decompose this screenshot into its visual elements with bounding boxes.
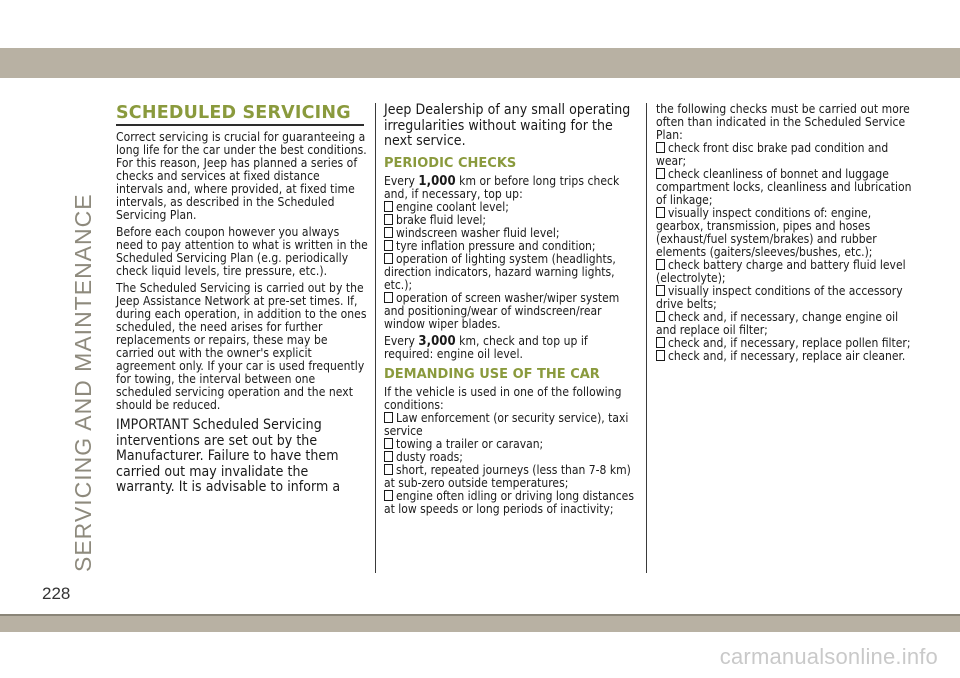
important-note: IMPORTANT Scheduled Servicing interventions are set out by the Manufacturer. Failure to have them carried out may invalidate the warranty. It is advisable to inform a [116,417,341,495]
demanding-list [384,412,634,516]
every-label: Every [384,173,415,188]
column-divider-1 [375,103,376,573]
checkbox-icon [384,438,393,449]
list-item: short, repeated journeys (less than 7-8 km) at sub-zero outside temperatures; [384,462,631,490]
paragraph-continued: Jeep Dealership of any small operating irregularities without waiting for the next service. [384,102,631,149]
top-color-strip [0,48,960,78]
every-label: Every [384,333,415,348]
list-item: check front disc brake pad condition and wear; [656,141,889,168]
page-heading: SCHEDULED SERVICING [116,103,351,123]
list-item: dusty roads; [384,451,634,464]
list-item: engine coolant level; [384,201,634,214]
checkbox-icon [384,201,393,212]
section-heading-demanding: DEMANDING USE OF THE CAR [384,366,600,382]
every-text: km or before long trips check and, if necessary, top up: [384,173,620,201]
checkbox-icon [656,350,665,361]
interval-value: 1,000 [418,173,456,189]
list-item: visually inspect conditions of the accessory drive belts; [656,284,903,311]
list-item: visually inspect conditions of: engine, gearbox, transmission, pipes and hoses (exhaust/fuel system/brakes) and rubber elements (gaiters/sleeves/bushes, etc.); [656,206,877,259]
list-item: brake fluid level; [384,214,634,227]
checkbox-icon [656,142,665,153]
checks-intro: the following checks must be carried out more often than indicated in the Scheduled Service Plan: [656,102,910,142]
section-side-title: SERVICING AND MAINTENANCE [70,193,96,572]
list-item: engine often idling or driving long distances at low speeds or long periods of inactivity; [384,488,634,516]
list-item: operation of lighting system (headlights, direction indicators, hazard warning lights, etc.); [384,251,616,292]
list-item: check and, if necessary, replace pollen filter; [656,337,912,350]
checkbox-icon [384,227,393,238]
top-band [0,0,960,82]
checkbox-icon [384,412,393,423]
every-text: km, check and top up if required: engine oil level. [384,333,588,361]
every-interval-2 [384,335,634,361]
column-1 [116,103,368,496]
checkbox-icon [384,490,393,501]
bottom-band [0,614,960,632]
column-3 [656,103,912,363]
checkbox-icon [384,292,393,303]
list-item: tyre inflation pressure and condition; [384,240,634,253]
list-item: check battery charge and battery fluid level (electrolyte); [656,258,906,285]
interval-value: 3,000 [418,333,456,349]
checkbox-icon [384,464,393,475]
checkbox-icon [384,214,393,225]
checkbox-icon [656,168,665,179]
bottom-band-line [0,614,960,616]
periodic-list [384,201,634,331]
checkbox-icon [656,207,665,218]
paragraph: The Scheduled Servicing is carried out by the Jeep Assistance Network at pre-set times. If, during each operation, in addition to the ones scheduled, the need arises for further replacements or repairs, these may be carried out with the owner's explicit agreement only. If your car is used frequently for towing, the interval between one scheduled servicing operation and the next should be reduced. [116,281,367,412]
list-item: operation of screen washer/wiper system and positioning/wear of windscreen/rear window wiper blades. [384,290,620,331]
column-2 [384,103,634,516]
checkbox-icon [656,285,665,296]
demanding-intro: If the vehicle is used in one of the following conditions: [384,384,622,412]
checkbox-icon [656,337,665,348]
checkbox-icon [384,253,393,264]
paragraph: Before each coupon however you always need to pay attention to what is written in the Scheduled Servicing Plan (e.g. periodically check liquid levels, tire pressure, etc.). [116,225,368,278]
page-number: 228 [42,584,71,603]
list-item: Law enforcement (or security service), taxi service [384,410,629,438]
checks-list [656,142,912,363]
list-item: windscreen washer fluid level; [384,227,634,240]
every-interval-1 [384,175,634,201]
checkbox-icon [656,259,665,270]
column-divider-2 [646,103,647,573]
list-item: check cleanliness of bonnet and luggage compartment locks, cleanliness and lubrication of linkage; [656,167,912,207]
watermark-text: carmanualsonline.info [719,644,938,669]
heading-underline [116,124,364,126]
checkbox-icon [656,311,665,322]
list-item: check and, if necessary, replace air cleaner. [656,350,912,363]
checkbox-icon [384,451,393,462]
list-item: towing a trailer or caravan; [384,438,634,451]
checkbox-icon [384,240,393,251]
list-item: check and, if necessary, change engine oil and replace oil filter; [656,310,899,337]
section-heading-periodic: PERIODIC CHECKS [384,155,517,171]
paragraph: Correct servicing is crucial for guaranteeing a long life for the car under the best conditions. For this reason, Jeep has planned a series of checks and services at fixed distance intervals and, where provided, at fixed time intervals, as described in the Scheduled Servicing Plan. [116,130,367,222]
